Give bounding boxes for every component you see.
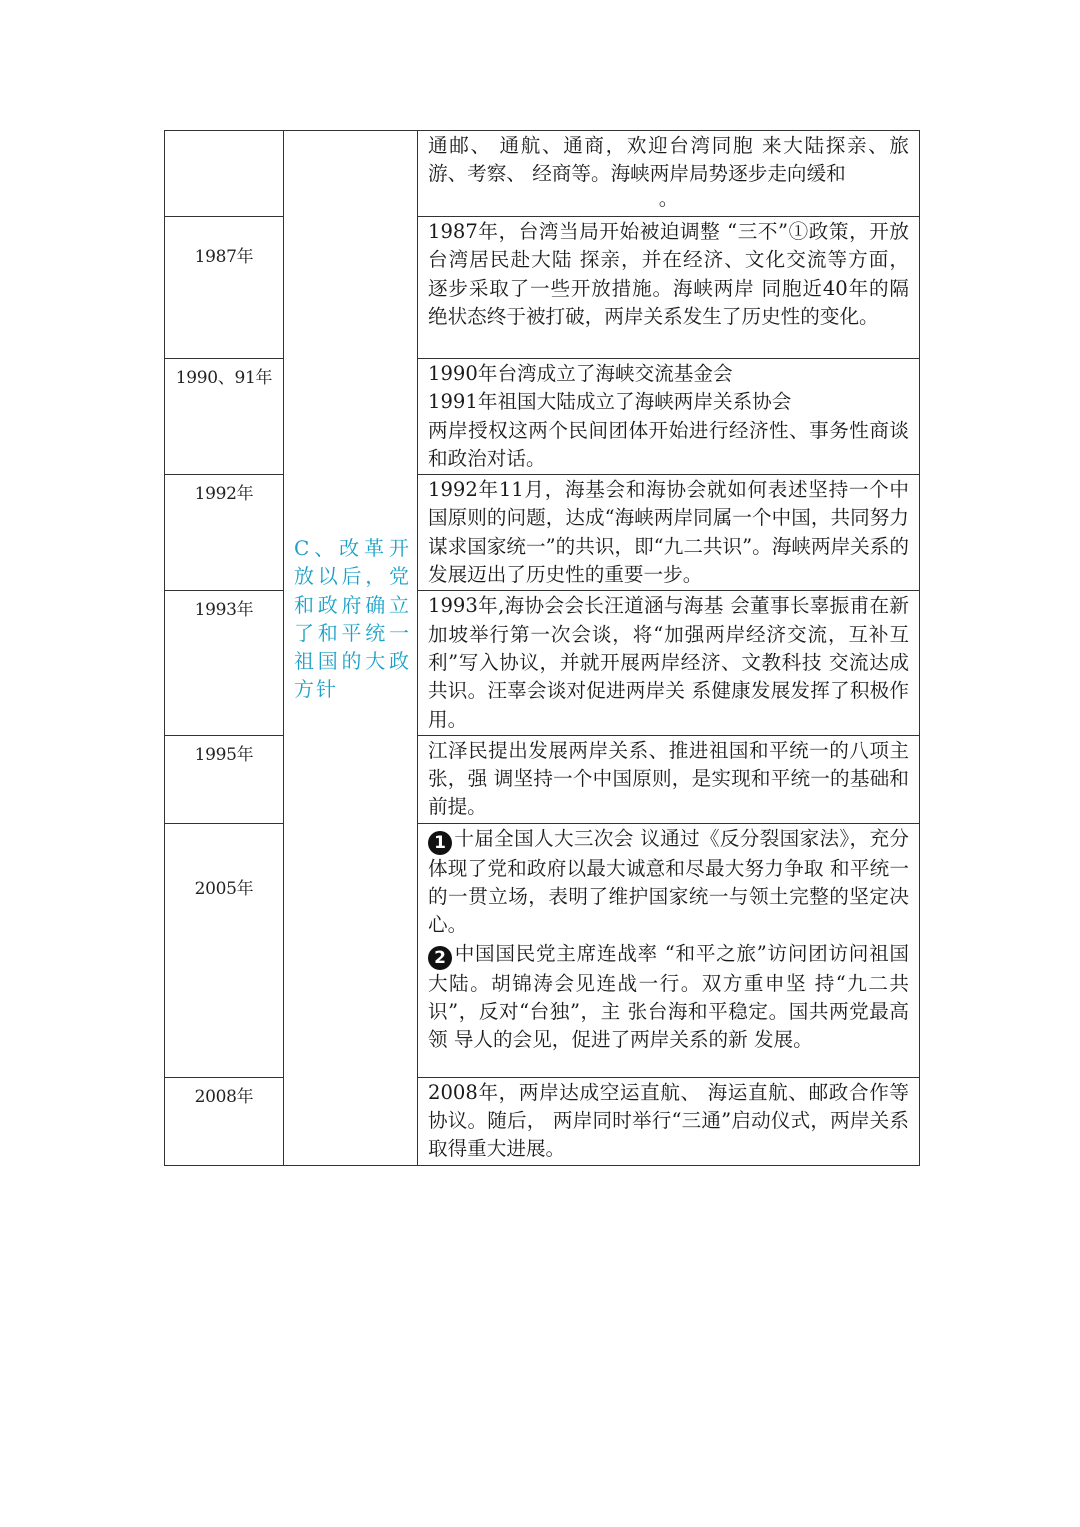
description-item-text: 中国国民党主席连战率 “和平之旅”访问团访问祖国大陆。胡锦涛会见连战一行。双方重申坚 持“九二共识”，反对“台独”，主 张台海和平稳定。国共两党最高领 导人的会见，促进了两岸关系的新 发展。 — [428, 941, 909, 1052]
description-item — [428, 825, 909, 940]
table-row — [165, 131, 920, 217]
year-cell: 1990、91年 — [165, 359, 284, 475]
number-one-icon: 1 — [428, 831, 452, 855]
description-line: 两岸授权这两个民间团体开始进行经济性、事务性商谈和政治对话。 — [428, 418, 909, 470]
year-cell — [165, 131, 284, 217]
description-text: 1987年，台湾当局开始被迫调整 “三不”①政策，开放台湾居民赴大陆 探亲，并在经济、文化交流等方面， 逐步采取了一些开放措施。海峡两岸 同胞近40年的隔绝状态终于被打破，两岸关系发生了历史性的变化。 — [428, 220, 909, 328]
table-row — [165, 475, 920, 591]
table-row — [165, 591, 920, 735]
description-line: 1990年台湾成立了海峡交流基金会 — [428, 362, 733, 385]
table-row — [165, 359, 920, 475]
table-row — [165, 217, 920, 359]
description-text: 1993年,海协会会长汪道涵与海基 会董事长辜振甫在新加坡举行第一次会谈，将“加强两岸经济交流，互补互利”写入协议，并就开展两岸经济、文教科技 交流达成共识。汪辜会谈对促进两岸关 系健康发展发挥了积极作用。 — [428, 594, 909, 731]
description-line: 1991年祖国大陆成立了海峡两岸关系协会 — [428, 390, 792, 414]
year-cell: 1993年 — [165, 591, 284, 735]
description-cell — [418, 131, 920, 217]
category-cell — [284, 131, 418, 1166]
description-cell — [418, 359, 920, 475]
description-cell — [418, 475, 920, 591]
description-text: 2008年，两岸达成空运直航、 海运直航、邮政合作等协议。随后， 两岸同时举行“三通”启动仪式，两岸关系取得重大进展。 — [428, 1080, 909, 1161]
year-cell: 1992年 — [165, 475, 284, 591]
description-cell — [418, 735, 920, 823]
description-text: 通邮、 通航、通商，欢迎台湾同胞 来大陆探亲、旅游、考察、 经商等。海峡两岸局势逐步走向缓和 — [428, 134, 909, 186]
table-row — [165, 1077, 920, 1165]
number-two-icon: 2 — [428, 946, 452, 970]
timeline-table — [164, 130, 920, 1166]
year-cell: 1995年 — [165, 735, 284, 823]
table-row — [165, 735, 920, 823]
description-tail: 。 — [658, 186, 679, 210]
description-cell — [418, 823, 920, 1077]
description-item — [428, 940, 909, 1055]
description-cell — [418, 1077, 920, 1165]
description-text: 江泽民提出发展两岸关系、推进祖国和平统一的八项主张，强 调坚持一个中国原则，是实现和平统一的基础和前提。 — [428, 738, 909, 819]
year-cell: 1987年 — [165, 217, 284, 359]
description-cell — [418, 217, 920, 359]
description-cell — [418, 591, 920, 735]
category-text: C、改革开放以后，党和政府确立了和平统一祖国的大政方针 — [294, 535, 411, 702]
table-row — [165, 823, 920, 1077]
year-cell: 2005年 — [165, 823, 284, 1077]
description-item-text: 十届全国人大三次会 议通过《反分裂国家法》，充分体现了党和政府以最大诚意和尽最大努力争取 和平统一的一贯立场，表明了维护国家统一与领土完整的坚定决心。 — [428, 826, 909, 937]
description-text: 1992年11月，海基会和海协会就如何表述坚持一个中国原则的问题，达成“海峡两岸同属一个中国，共同努力谋求国家统一”的共识，即“九二共识”。海峡两岸关系的发展迈出了历史性的重要一步。 — [428, 478, 909, 587]
year-cell: 2008年 — [165, 1077, 284, 1165]
